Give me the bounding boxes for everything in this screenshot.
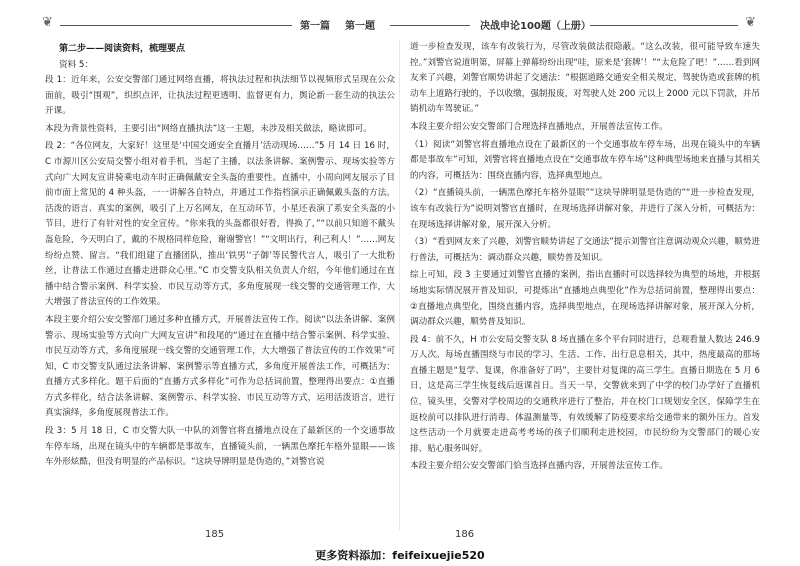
page-binding	[399, 40, 400, 530]
paragraph: 本段主要介绍公安交警部门合理选择直播地点，开展普法宣传工作。	[410, 121, 668, 132]
paragraph: （1）阅读“刘警官将直播地点设在了最新区的一个交通事故车停车场，出现在镜头中的车辆都是事故车”可知，刘警官将直播地点设在“交通事故车停车场”这种典型场地来直播与其相关的内容，可概括为：围绕直播内容，选择典型地点。	[410, 139, 760, 181]
left-page	[45, 40, 395, 520]
book-title: 决战申论100题（上册）	[480, 21, 591, 32]
header-rule-left	[60, 25, 292, 26]
chapter-label: 第一篇	[300, 21, 330, 32]
section-label: 第一题	[345, 21, 375, 32]
footer-contact: 更多资料添加：feifeixuejie520	[315, 549, 485, 562]
page-number-right: 186	[455, 529, 475, 540]
paragraph: （2）“直播镜头前，一辆黑色摩托车格外显眼”“这块导牌明显是伪造的”“进一步检查发现，该车有改装行为”说明刘警官直播时，在现场选择讲解对象，并进行了深入分析，可概括为：在现场选择讲解对象，展开深入分析。	[410, 188, 760, 230]
material-label: 资料 5：	[59, 60, 93, 70]
paragraph: 本段主要介绍公安交警部门恰当选择直播内容，开展普法宣传工作。	[410, 461, 668, 472]
paragraph: 综上可知，段 3 主要通过刘警官直播的案例，指出直播时可以选择较为典型的场地，并根据场地实际情况展开普及知识，可提炼出“直播地点典型化”作为总括词前置，整理得出要点：②直播地点典型化，围绕直播内容，选择典型地点，在现场选择讲解对象，展开深入分析，调动群众兴趣，顺势普及知识。	[410, 270, 760, 328]
right-page	[410, 40, 760, 520]
paragraph: （3）“看到网友来了兴趣，刘警官顺势讲起了交通法”提示刘警官注意调动观众兴趣，顺势进行普法，可概括为：调动群众兴趣，顺势普及知识。	[410, 237, 760, 263]
paragraph: 段 2：“各位网友，大家好！这里是‘中国交通安全直播月’活动现场……”5 月 14 日 16 时，C 市源川区公安局交警小组对着手机，当起了主播，以法条讲解、案例警示、现场实验等方式向广大网友宣讲骑乘电动车时正确佩戴安全头盔的重要性。直播中，小周向网友展示了目前市面上常见的 4 种头盔，一一讲解各自特点，并通过工作指档演示正确佩戴头盔的方法。活泼的语言、真实的案例，吸引了上万名网友，在互动环节，小星还表演了系安全头盔的小节目，进行了有针对性的安全宣传。“你来我的头盔都很好看，得换了，”“以前只知道不戴头盔危险，今天明白了，戴的不规格同样危险，谢谢警官！”“文明出行，利己利人！”……网友纷纷点赞、留言。“我们组建了直播团队，推出‘铁男’‘子御’等民警代言人，吸引了一大批粉丝，让普法工作通过直播走进群众心里。”C 市交警支队相关负责人介绍，今年他们通过在直播中结合警示案例、科学实验、市民互动等方式，多角度展现一线交警的交通管理工作，大大增强了普法宣传的工作效果。	[45, 141, 395, 308]
paragraph: 段 4：前不久，H 市公安局交警支队 8 场直播在多个平台同时进行，总观看量人数达 246.9 万人次。每场直播围绕与市民的学习、生活、工作、出行息息相关，其中，热度最高的那场直播主题是“复学、复课，你准备好了吗”，主要针对复课的高三学生。直播日期选在 5 月 6 日，这是高三学生恢复线后返课首日。当天一早，交警就来到了中学的校门办学好了直播机位，镜头里，交警对学校周边的交通秩序进行了整治，并在校门口规划安全区，保障学生在返校前可以排队进行消毒、体温测量等，有效缓解了防疫要求给交通带来的额外压力。首发这些活动一个月就要走进高考考场的孩子们顺利走进校园，市民纷纷为交警部门的暖心安排、贴心服务叫好。	[410, 334, 760, 454]
step-title: 第二步——阅读资料，梳理要点	[59, 44, 186, 54]
paragraph: 本段主要介绍公安交警部门通过多种直播方式，开展普法宣传工作。阅读“以法条讲解、案例警示、现场实验等方式向广大网友宣讲”和段尾的“通过在直播中结合警示案例、科学实验、市民互动等方式，多角度展现一线交警的交通管理工作，大大增强了普法宣传的工作效果”可知，C 市交警支队通过法条讲解、案例警示等直播方式，多角度开展普法工作，可概括为：直播方式多样化。题干后面的“直播方式多样化”可作为总括词前置，整理得出要点：①直播方式多样化，结合法条讲解、案例警示、科学实验、市民互动等方式，运用活泼语言，进行真实演绎，多角度展现普法工作。	[45, 314, 395, 419]
paragraph: 本段为背景性资料，主要引出“网络直播执法”这一主题，未涉及相关做法，略读即可。	[45, 123, 372, 134]
page-number-left: 185	[205, 529, 225, 540]
running-header	[0, 15, 800, 33]
header-rule-right	[590, 25, 738, 26]
paragraph: 段 1：近年来，公安交警部门通过网络直播，将执法过程和执法细节以视频形式呈现在公众面前，吸引“围观”，织织点评，让执法过程更透明、监督更有力，舆论新一套生动的执法公开课。	[45, 75, 395, 117]
paragraph: 道一步检查发现，该车有改装行为，尽管改装做法很隐蔽。“这么改装，很可能导致车速失控。”刘警官说道明第，屏幕上弹幕纷纷出现“哇，原来是‘套牌’！”“太危险了吧！”……看到网友来了兴趣，刘警官顺势讲起了交通法：“根据道路交通安全相关规定，驾驶伪造或套牌的机动车上道路行驶的，予以收缴，强制报废，对驾驶人处 200 元以上 2000 元以下罚款，并吊销机动车驾驶证。”	[410, 42, 760, 115]
header-rule-middle	[390, 25, 470, 26]
paragraph: 段 3：5 月 18 日，C 市交警大队一中队的刘警官将直播地点设在了最新区的一个交通事故车停车场，出现在镜头中的车辆都是事故车，直播镜头前，一辆黑色摩托车格外显眼——该车外形炫酷，但没有明显的产品标识。“这块导牌明显是伪造的，”刘警官说	[45, 426, 395, 468]
leaf-ornament-icon: ❦	[745, 15, 756, 30]
leaf-ornament-icon: ❦	[42, 15, 53, 30]
